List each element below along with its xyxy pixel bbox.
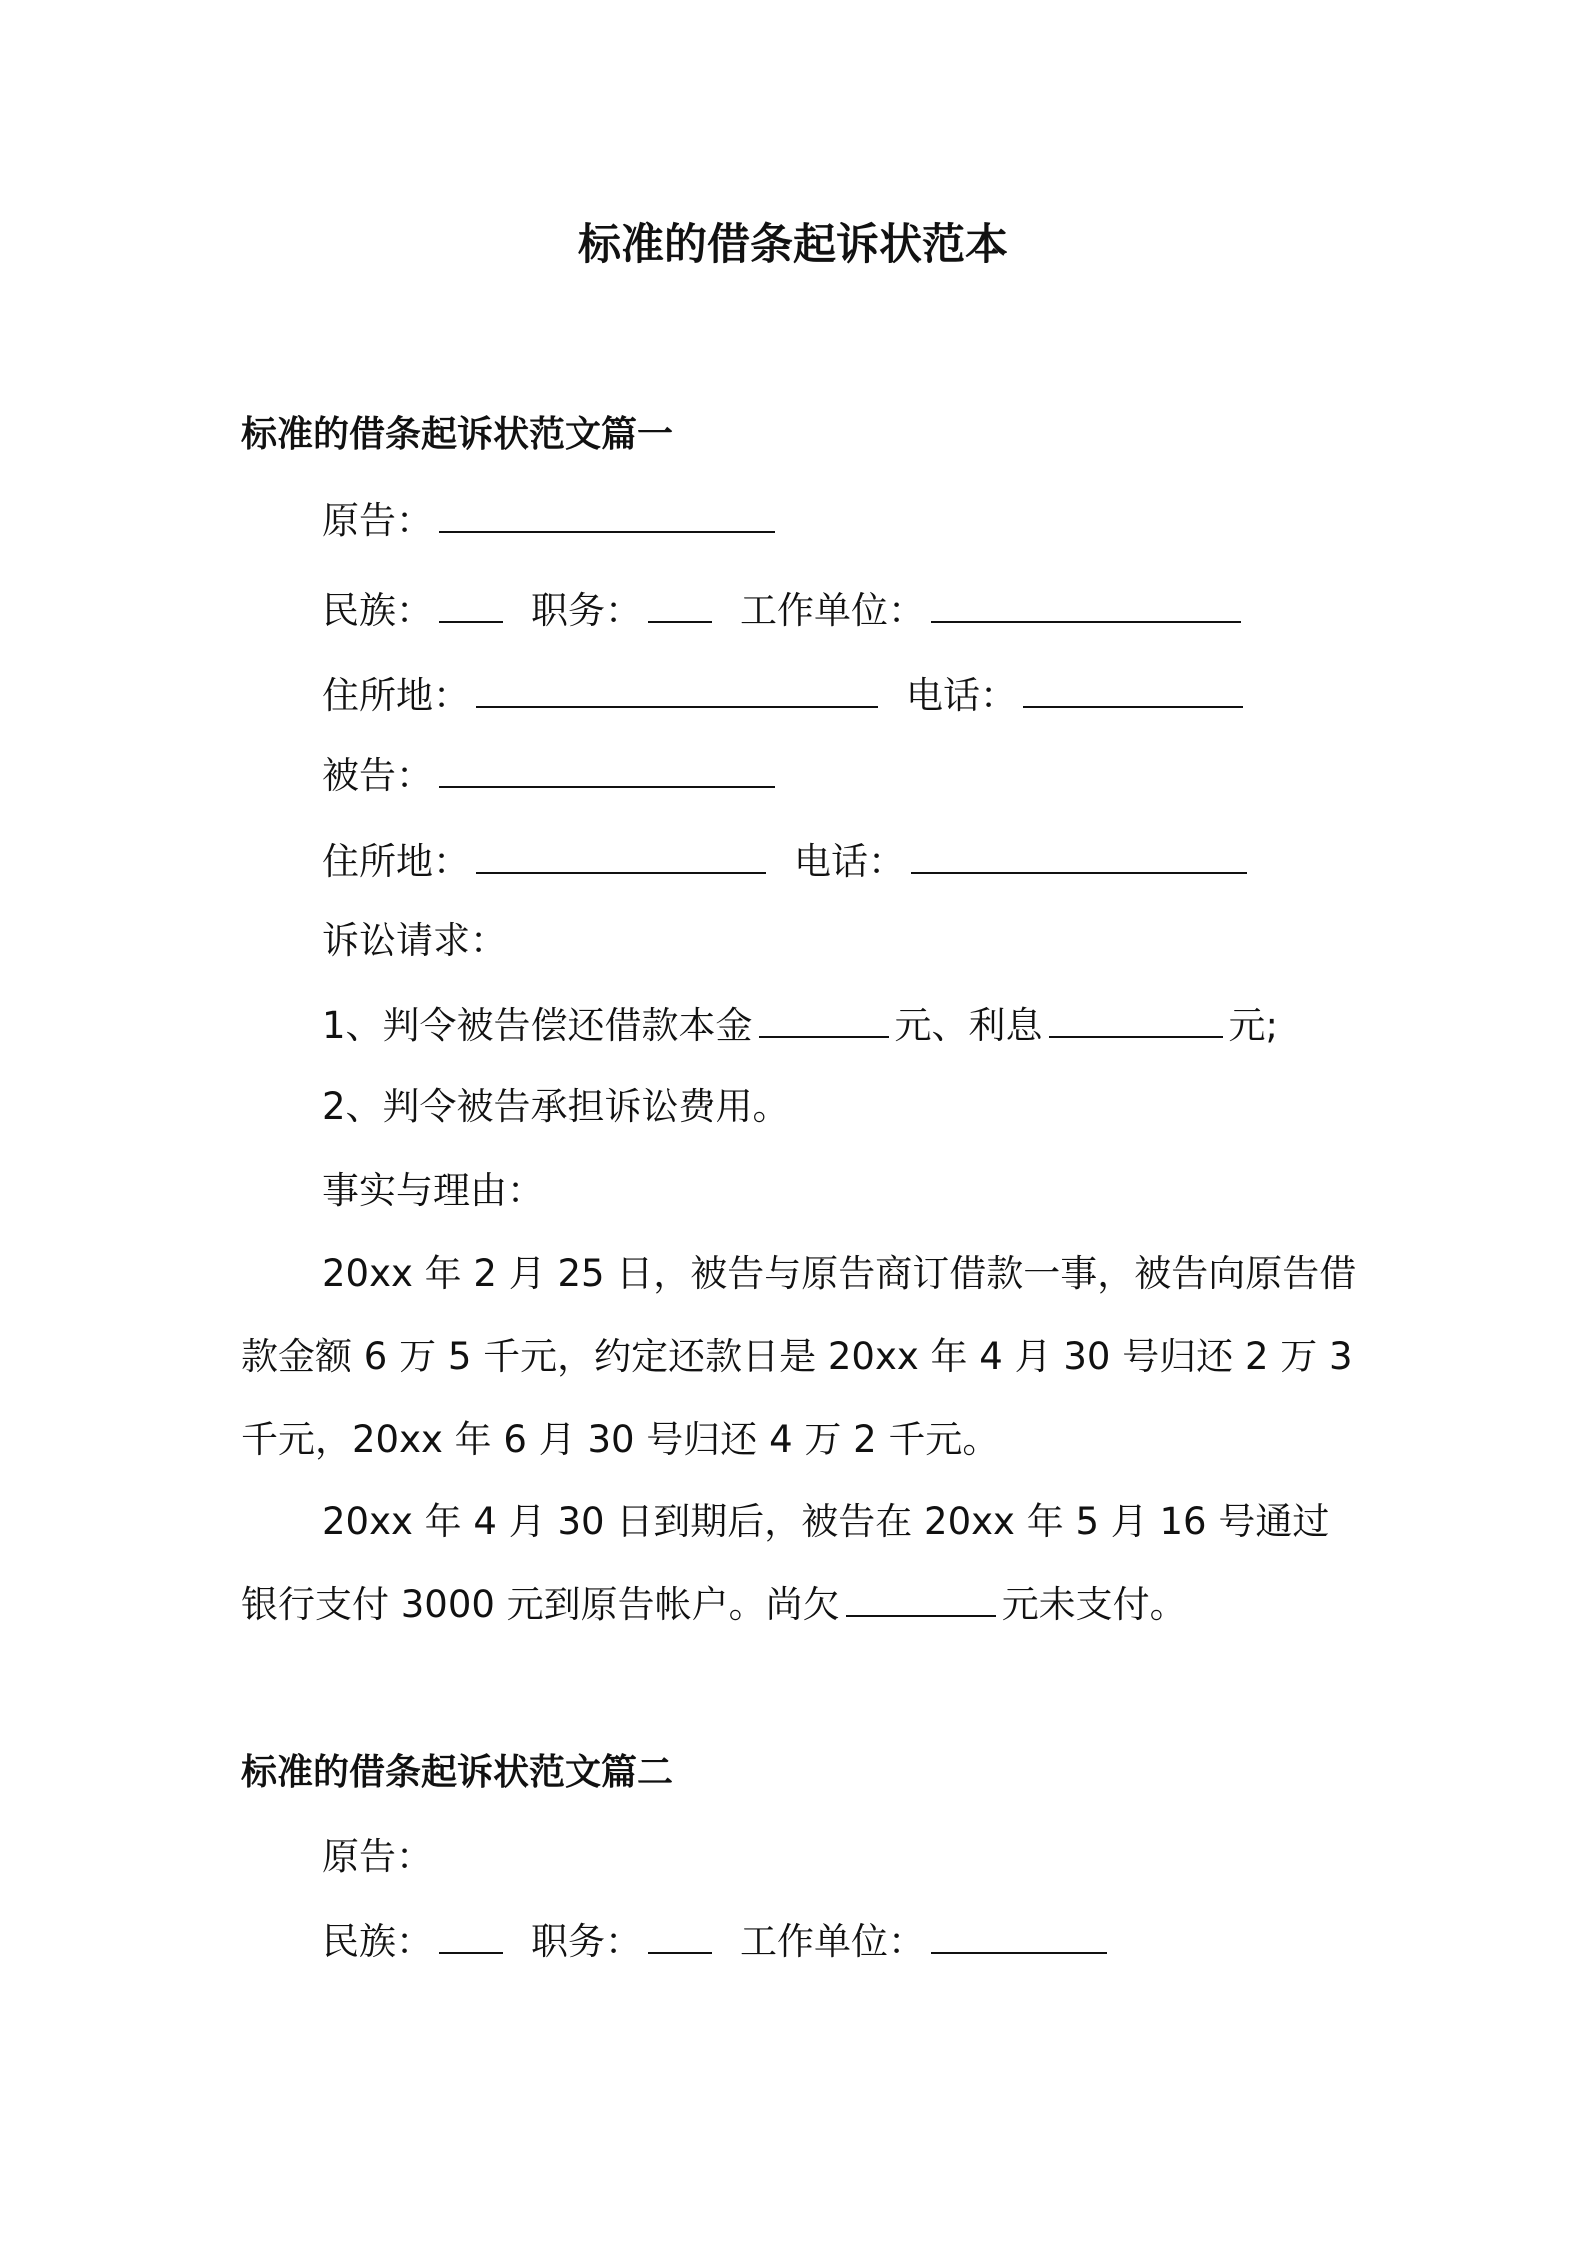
interest-blank — [1049, 1000, 1223, 1038]
section-2-workplace-blank — [931, 1916, 1107, 1954]
defendant-blank — [439, 750, 775, 788]
residence-blank — [476, 670, 878, 708]
claim-1-text-c: 元; — [1228, 1004, 1279, 1047]
defendant-residence-label: 住所地： — [322, 840, 470, 883]
facts-paragraph-2 — [241, 1480, 1361, 1646]
claim-1-text-a: 1、判令被告偿还借款本金 — [322, 1004, 753, 1047]
ethnicity-label: 民族： — [322, 589, 433, 632]
plaintiff-line — [322, 495, 781, 546]
residence-label: 住所地： — [322, 674, 470, 717]
phone-blank — [1023, 670, 1243, 708]
claim-1 — [322, 1000, 1278, 1051]
claim-2: 2、判令被告承担诉讼费用。 — [322, 1085, 790, 1128]
section-1-heading: 标准的借条起诉状范文篇一 — [241, 414, 674, 455]
defendant-phone-blank — [911, 836, 1247, 874]
position-label: 职务： — [531, 589, 642, 632]
defendant-phone-label: 电话： — [794, 840, 905, 883]
defendant-residence-blank — [476, 836, 766, 874]
section-2-plaintiff-line — [322, 1832, 433, 1882]
defendant-line — [322, 750, 781, 801]
document-title: 标准的借条起诉状范本 — [578, 220, 1008, 270]
facts-paragraph-1: 20xx 年 2 月 25 日，被告与原告商订借款一事，被告向原告借款金额 6 万 5 千元，约定还款日是 20xx 年 4 月 30 号归还 2 万 3 千元，20xx 年 6 月 30 号归还 4 万 2 千元。 — [241, 1252, 1357, 1461]
facts-paragraph-2-text-b: 元未支付。 — [1001, 1583, 1187, 1626]
plaintiff-address-line — [322, 670, 1249, 721]
plaintiff-blank — [439, 495, 775, 533]
phone-label: 电话： — [906, 674, 1017, 717]
section-2-details-line — [322, 1916, 1113, 1967]
section-2-plaintiff-label: 原告： — [322, 1835, 433, 1878]
position-blank — [648, 585, 712, 623]
ethnicity-blank — [439, 585, 503, 623]
defendant-label: 被告： — [322, 754, 433, 797]
plaintiff-label: 原告： — [322, 499, 433, 542]
section-2-heading: 标准的借条起诉状范文篇二 — [241, 1752, 674, 1793]
section-2-ethnicity-blank — [439, 1916, 503, 1954]
plaintiff-details-line — [322, 585, 1247, 636]
claims-label: 诉讼请求： — [322, 919, 507, 962]
section-2-position-label: 职务： — [531, 1920, 642, 1963]
facts-paragraph-2-text-a: 20xx 年 4 月 30 日到期后，被告在 20xx 年 5 月 16 号通过银行支付 3000 元到原告帐户。尚欠 — [241, 1500, 1330, 1626]
defendant-address-line — [322, 836, 1253, 887]
claim-1-text-b: 元、利息 — [894, 1004, 1043, 1047]
outstanding-blank — [846, 1579, 996, 1617]
section-2-workplace-label: 工作单位： — [740, 1920, 925, 1963]
section-2-ethnicity-label: 民族： — [322, 1920, 433, 1963]
section-2-position-blank — [648, 1916, 712, 1954]
principal-blank — [759, 1000, 889, 1038]
workplace-label: 工作单位： — [740, 589, 925, 632]
facts-label: 事实与理由： — [322, 1169, 544, 1212]
workplace-blank — [931, 585, 1241, 623]
